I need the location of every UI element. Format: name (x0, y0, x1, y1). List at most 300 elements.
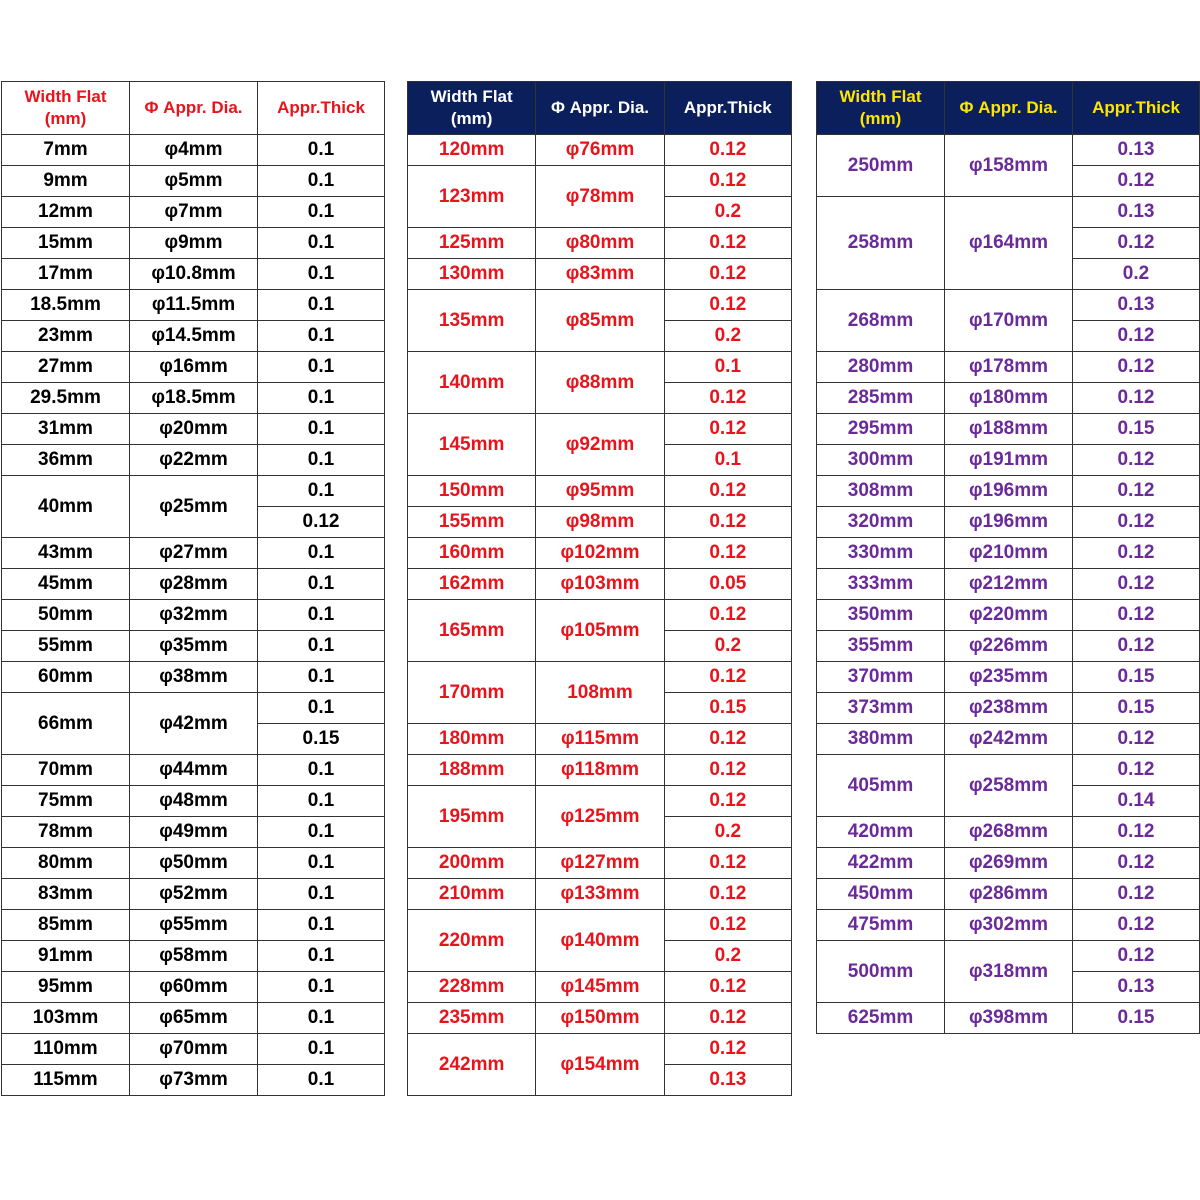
width-flat-cell: 625mm (817, 1003, 945, 1034)
appr-thick-cell: 0.12 (664, 1003, 791, 1034)
appr-thick-cell: 0.12 (1073, 755, 1200, 786)
table-row (817, 879, 1200, 910)
appr-dia-cell: φ242mm (945, 724, 1073, 755)
spec-table-3 (816, 81, 1200, 1034)
width-flat-cell: 380mm (817, 724, 945, 755)
appr-dia-cell: 108mm (536, 662, 664, 724)
appr-thick-cell: 0.1 (258, 1065, 385, 1096)
appr-thick-cell: 0.1 (258, 848, 385, 879)
width-flat-cell: 228mm (408, 972, 536, 1003)
appr-dia-cell: φ398mm (945, 1003, 1073, 1034)
width-flat-cell: 333mm (817, 569, 945, 600)
width-flat-cell: 188mm (408, 755, 536, 786)
appr-thick-cell: 0.1 (258, 321, 385, 352)
width-flat-cell: 125mm (408, 228, 536, 259)
appr-thick-cell: 0.13 (1073, 290, 1200, 321)
table-row (2, 941, 385, 972)
appr-thick-cell: 0.1 (258, 600, 385, 631)
appr-thick-cell: 0.12 (258, 507, 385, 538)
header-row (2, 82, 385, 135)
appr-thick-cell: 0.2 (664, 631, 791, 662)
width-flat-cell: 50mm (2, 600, 130, 631)
appr-dia-cell: φ5mm (130, 166, 258, 197)
appr-thick-cell: 0.1 (258, 662, 385, 693)
appr-dia-cell: φ55mm (130, 910, 258, 941)
appr-dia-cell: φ258mm (945, 755, 1073, 817)
appr-thick-cell: 0.1 (258, 879, 385, 910)
appr-thick-cell: 0.15 (1073, 662, 1200, 693)
width-flat-cell: 405mm (817, 755, 945, 817)
spec-table-1 (1, 81, 385, 1096)
table-row (2, 414, 385, 445)
table-row (408, 600, 792, 631)
appr-dia-cell: φ88mm (536, 352, 664, 414)
table-row (408, 786, 792, 817)
appr-dia-cell: φ140mm (536, 910, 664, 972)
appr-dia-cell: φ145mm (536, 972, 664, 1003)
header-row (817, 82, 1200, 135)
header-appr-thick: Appr.Thick (1073, 82, 1200, 135)
appr-dia-cell: φ196mm (945, 507, 1073, 538)
header-appr-thick: Appr.Thick (664, 82, 791, 135)
table-row (408, 910, 792, 941)
appr-thick-cell: 0.12 (664, 228, 791, 259)
appr-thick-cell: 0.15 (1073, 414, 1200, 445)
appr-thick-cell: 0.12 (664, 786, 791, 817)
table-row (817, 383, 1200, 414)
appr-dia-cell: φ188mm (945, 414, 1073, 445)
appr-thick-cell: 0.1 (258, 476, 385, 507)
table-row (2, 352, 385, 383)
appr-dia-cell: φ302mm (945, 910, 1073, 941)
appr-dia-cell: φ11.5mm (130, 290, 258, 321)
appr-thick-cell: 0.12 (664, 259, 791, 290)
width-flat-cell: 31mm (2, 414, 130, 445)
width-flat-cell: 242mm (408, 1034, 536, 1096)
table-row (2, 910, 385, 941)
header-appr-dia: Φ Appr. Dia. (945, 82, 1073, 135)
appr-thick-cell: 0.2 (664, 197, 791, 228)
width-flat-cell: 258mm (817, 197, 945, 290)
width-flat-cell: 27mm (2, 352, 130, 383)
appr-thick-cell: 0.2 (664, 321, 791, 352)
appr-dia-cell: φ196mm (945, 476, 1073, 507)
appr-dia-cell: φ9mm (130, 228, 258, 259)
appr-dia-cell: φ133mm (536, 879, 664, 910)
table-row (2, 321, 385, 352)
table-row (817, 631, 1200, 662)
appr-dia-cell: φ38mm (130, 662, 258, 693)
appr-dia-cell: φ70mm (130, 1034, 258, 1065)
table-row (817, 724, 1200, 755)
table-row (408, 259, 792, 290)
appr-dia-cell: φ32mm (130, 600, 258, 631)
width-flat-cell: 135mm (408, 290, 536, 352)
appr-dia-cell: φ65mm (130, 1003, 258, 1034)
table-row (2, 972, 385, 1003)
width-flat-cell: 420mm (817, 817, 945, 848)
table-row (2, 693, 385, 724)
appr-thick-cell: 0.12 (1073, 507, 1200, 538)
width-flat-cell: 23mm (2, 321, 130, 352)
appr-dia-cell: φ158mm (945, 135, 1073, 197)
appr-dia-cell: φ127mm (536, 848, 664, 879)
appr-thick-cell: 0.1 (258, 383, 385, 414)
appr-thick-cell: 0.1 (664, 445, 791, 476)
table-row (408, 290, 792, 321)
appr-dia-cell: φ226mm (945, 631, 1073, 662)
width-flat-cell: 18.5mm (2, 290, 130, 321)
table-body (408, 135, 792, 1096)
width-flat-cell: 83mm (2, 879, 130, 910)
appr-thick-cell: 0.13 (664, 1065, 791, 1096)
appr-dia-cell: φ178mm (945, 352, 1073, 383)
width-flat-cell: 165mm (408, 600, 536, 662)
appr-dia-cell: φ102mm (536, 538, 664, 569)
width-flat-cell: 370mm (817, 662, 945, 693)
table-row (817, 414, 1200, 445)
appr-thick-cell: 0.12 (1073, 910, 1200, 941)
table-row (2, 755, 385, 786)
width-flat-cell: 85mm (2, 910, 130, 941)
header-row (408, 82, 792, 135)
width-flat-cell: 475mm (817, 910, 945, 941)
appr-thick-cell: 0.12 (664, 290, 791, 321)
table-row (2, 197, 385, 228)
appr-dia-cell: φ28mm (130, 569, 258, 600)
appr-thick-cell: 0.12 (1073, 817, 1200, 848)
appr-dia-cell: φ235mm (945, 662, 1073, 693)
appr-thick-cell: 0.1 (258, 693, 385, 724)
header-width-flat: Width Flat (mm) (408, 82, 536, 135)
appr-dia-cell: φ238mm (945, 693, 1073, 724)
table-row (817, 476, 1200, 507)
table-row (817, 848, 1200, 879)
appr-dia-cell: φ191mm (945, 445, 1073, 476)
appr-dia-cell: φ154mm (536, 1034, 664, 1096)
width-flat-cell: 180mm (408, 724, 536, 755)
appr-thick-cell: 0.12 (664, 414, 791, 445)
table-row (817, 600, 1200, 631)
appr-thick-cell: 0.1 (664, 352, 791, 383)
width-flat-cell: 80mm (2, 848, 130, 879)
width-flat-cell: 450mm (817, 879, 945, 910)
width-flat-cell: 40mm (2, 476, 130, 538)
appr-thick-cell: 0.12 (664, 755, 791, 786)
appr-thick-cell: 0.12 (1073, 600, 1200, 631)
width-flat-cell: 210mm (408, 879, 536, 910)
table-row (817, 197, 1200, 228)
table-row (408, 414, 792, 445)
appr-thick-cell: 0.1 (258, 817, 385, 848)
spec-table-2 (407, 81, 792, 1096)
width-flat-cell: 70mm (2, 755, 130, 786)
width-flat-cell: 250mm (817, 135, 945, 197)
width-flat-cell: 12mm (2, 197, 130, 228)
appr-dia-cell: φ95mm (536, 476, 664, 507)
appr-dia-cell: φ18.5mm (130, 383, 258, 414)
table-row (2, 445, 385, 476)
width-flat-cell: 160mm (408, 538, 536, 569)
appr-dia-cell: φ80mm (536, 228, 664, 259)
table-row (2, 290, 385, 321)
appr-thick-cell: 0.1 (258, 755, 385, 786)
width-flat-cell: 130mm (408, 259, 536, 290)
appr-thick-cell: 0.12 (664, 600, 791, 631)
table-row (408, 352, 792, 383)
appr-thick-cell: 0.2 (664, 817, 791, 848)
width-flat-cell: 60mm (2, 662, 130, 693)
appr-thick-cell: 0.1 (258, 445, 385, 476)
table-row (2, 383, 385, 414)
appr-thick-cell: 0.12 (1073, 538, 1200, 569)
appr-thick-cell: 0.1 (258, 414, 385, 445)
width-flat-cell: 355mm (817, 631, 945, 662)
table-row (817, 507, 1200, 538)
table-header (817, 82, 1200, 135)
table-row (817, 1003, 1200, 1034)
table-row (408, 166, 792, 197)
width-flat-cell: 7mm (2, 135, 130, 166)
table-row (408, 1034, 792, 1065)
appr-dia-cell: φ118mm (536, 755, 664, 786)
table-row (2, 259, 385, 290)
appr-thick-cell: 0.1 (258, 290, 385, 321)
width-flat-cell: 235mm (408, 1003, 536, 1034)
appr-dia-cell: φ83mm (536, 259, 664, 290)
width-flat-cell: 280mm (817, 352, 945, 383)
table-row (408, 879, 792, 910)
header-width-flat: Width Flat (mm) (2, 82, 130, 135)
appr-dia-cell: φ180mm (945, 383, 1073, 414)
width-flat-cell: 162mm (408, 569, 536, 600)
appr-thick-cell: 0.12 (664, 1034, 791, 1065)
appr-thick-cell: 0.1 (258, 1003, 385, 1034)
appr-thick-cell: 0.12 (1073, 321, 1200, 352)
table-header (2, 82, 385, 135)
appr-thick-cell: 0.1 (258, 166, 385, 197)
appr-thick-cell: 0.12 (664, 662, 791, 693)
appr-thick-cell: 0.2 (664, 941, 791, 972)
appr-thick-cell: 0.14 (1073, 786, 1200, 817)
table-row (2, 1065, 385, 1096)
appr-dia-cell: φ22mm (130, 445, 258, 476)
width-flat-cell: 45mm (2, 569, 130, 600)
appr-thick-cell: 0.12 (664, 383, 791, 414)
width-flat-cell: 268mm (817, 290, 945, 352)
table-row (817, 662, 1200, 693)
appr-dia-cell: φ318mm (945, 941, 1073, 1003)
appr-thick-cell: 0.1 (258, 972, 385, 1003)
appr-thick-cell: 0.12 (1073, 228, 1200, 259)
table-row (817, 693, 1200, 724)
table-row (817, 135, 1200, 166)
header-appr-thick: Appr.Thick (258, 82, 385, 135)
appr-dia-cell: φ115mm (536, 724, 664, 755)
appr-thick-cell: 0.12 (1073, 166, 1200, 197)
appr-dia-cell: φ78mm (536, 166, 664, 228)
appr-thick-cell: 0.12 (1073, 848, 1200, 879)
table-row (817, 445, 1200, 476)
appr-dia-cell: φ14.5mm (130, 321, 258, 352)
appr-thick-cell: 0.1 (258, 135, 385, 166)
width-flat-cell: 55mm (2, 631, 130, 662)
appr-thick-cell: 0.12 (664, 166, 791, 197)
appr-thick-cell: 0.12 (664, 135, 791, 166)
appr-dia-cell: φ150mm (536, 1003, 664, 1034)
table-row (408, 228, 792, 259)
width-flat-cell: 66mm (2, 693, 130, 755)
appr-thick-cell: 0.1 (258, 910, 385, 941)
appr-thick-cell: 0.05 (664, 569, 791, 600)
table-row (2, 600, 385, 631)
table-row (408, 569, 792, 600)
width-flat-cell: 120mm (408, 135, 536, 166)
width-flat-cell: 36mm (2, 445, 130, 476)
appr-dia-cell: φ170mm (945, 290, 1073, 352)
appr-dia-cell: φ7mm (130, 197, 258, 228)
table-row (408, 755, 792, 786)
appr-dia-cell: φ20mm (130, 414, 258, 445)
table-row (2, 166, 385, 197)
appr-thick-cell: 0.12 (664, 476, 791, 507)
width-flat-cell: 78mm (2, 817, 130, 848)
appr-dia-cell: φ92mm (536, 414, 664, 476)
header-appr-dia: Φ Appr. Dia. (130, 82, 258, 135)
width-flat-cell: 91mm (2, 941, 130, 972)
appr-dia-cell: φ76mm (536, 135, 664, 166)
appr-thick-cell: 0.12 (1073, 476, 1200, 507)
appr-thick-cell: 0.15 (664, 693, 791, 724)
appr-thick-cell: 0.12 (1073, 879, 1200, 910)
appr-thick-cell: 0.15 (1073, 1003, 1200, 1034)
table-row (2, 662, 385, 693)
width-flat-cell: 75mm (2, 786, 130, 817)
table-row (2, 879, 385, 910)
table-row (408, 1003, 792, 1034)
appr-thick-cell: 0.12 (1073, 941, 1200, 972)
table-row (2, 848, 385, 879)
appr-dia-cell: φ212mm (945, 569, 1073, 600)
appr-thick-cell: 0.12 (664, 972, 791, 1003)
appr-dia-cell: φ269mm (945, 848, 1073, 879)
width-flat-cell: 350mm (817, 600, 945, 631)
appr-thick-cell: 0.12 (664, 507, 791, 538)
appr-dia-cell: φ286mm (945, 879, 1073, 910)
table-row (408, 662, 792, 693)
appr-thick-cell: 0.12 (664, 724, 791, 755)
appr-dia-cell: φ50mm (130, 848, 258, 879)
width-flat-cell: 29.5mm (2, 383, 130, 414)
header-appr-dia: Φ Appr. Dia. (536, 82, 664, 135)
table-body (2, 135, 385, 1096)
width-flat-cell: 220mm (408, 910, 536, 972)
table-row (408, 848, 792, 879)
table-row (2, 1034, 385, 1065)
appr-thick-cell: 0.12 (1073, 352, 1200, 383)
width-flat-cell: 373mm (817, 693, 945, 724)
appr-thick-cell: 0.12 (1073, 724, 1200, 755)
appr-dia-cell: φ52mm (130, 879, 258, 910)
width-flat-cell: 285mm (817, 383, 945, 414)
table-row (2, 1003, 385, 1034)
width-flat-cell: 500mm (817, 941, 945, 1003)
appr-thick-cell: 0.1 (258, 259, 385, 290)
table-row (817, 352, 1200, 383)
width-flat-cell: 17mm (2, 259, 130, 290)
width-flat-cell: 195mm (408, 786, 536, 848)
appr-thick-cell: 0.13 (1073, 972, 1200, 1003)
table-row (2, 476, 385, 507)
table-row (817, 910, 1200, 941)
width-flat-cell: 308mm (817, 476, 945, 507)
width-flat-cell: 140mm (408, 352, 536, 414)
table-row (408, 972, 792, 1003)
appr-dia-cell: φ85mm (536, 290, 664, 352)
table-row (2, 569, 385, 600)
appr-thick-cell: 0.12 (664, 848, 791, 879)
width-flat-cell: 110mm (2, 1034, 130, 1065)
appr-thick-cell: 0.12 (664, 538, 791, 569)
table-row (817, 538, 1200, 569)
table-row (408, 135, 792, 166)
appr-thick-cell: 0.12 (664, 879, 791, 910)
width-flat-cell: 123mm (408, 166, 536, 228)
appr-thick-cell: 0.1 (258, 941, 385, 972)
width-flat-cell: 95mm (2, 972, 130, 1003)
appr-thick-cell: 0.1 (258, 1034, 385, 1065)
table-row (408, 507, 792, 538)
table-row (817, 817, 1200, 848)
appr-dia-cell: φ164mm (945, 197, 1073, 290)
appr-dia-cell: φ125mm (536, 786, 664, 848)
table-row (408, 724, 792, 755)
appr-dia-cell: φ27mm (130, 538, 258, 569)
appr-dia-cell: φ73mm (130, 1065, 258, 1096)
appr-thick-cell: 0.1 (258, 538, 385, 569)
appr-dia-cell: φ25mm (130, 476, 258, 538)
width-flat-cell: 170mm (408, 662, 536, 724)
table-row (817, 569, 1200, 600)
appr-dia-cell: φ42mm (130, 693, 258, 755)
appr-thick-cell: 0.1 (258, 228, 385, 259)
appr-thick-cell: 0.13 (1073, 197, 1200, 228)
appr-dia-cell: φ35mm (130, 631, 258, 662)
width-flat-cell: 155mm (408, 507, 536, 538)
appr-dia-cell: φ98mm (536, 507, 664, 538)
appr-thick-cell: 0.1 (258, 197, 385, 228)
appr-dia-cell: φ105mm (536, 600, 664, 662)
appr-dia-cell: φ103mm (536, 569, 664, 600)
appr-dia-cell: φ220mm (945, 600, 1073, 631)
table-row (2, 135, 385, 166)
table-header (408, 82, 792, 135)
width-flat-cell: 422mm (817, 848, 945, 879)
appr-dia-cell: φ48mm (130, 786, 258, 817)
table-body (817, 135, 1200, 1034)
width-flat-cell: 320mm (817, 507, 945, 538)
appr-thick-cell: 0.12 (1073, 445, 1200, 476)
appr-dia-cell: φ10.8mm (130, 259, 258, 290)
width-flat-cell: 15mm (2, 228, 130, 259)
width-flat-cell: 150mm (408, 476, 536, 507)
width-flat-cell: 145mm (408, 414, 536, 476)
appr-dia-cell: φ58mm (130, 941, 258, 972)
table-row (2, 631, 385, 662)
width-flat-cell: 43mm (2, 538, 130, 569)
width-flat-cell: 103mm (2, 1003, 130, 1034)
appr-thick-cell: 0.1 (258, 569, 385, 600)
